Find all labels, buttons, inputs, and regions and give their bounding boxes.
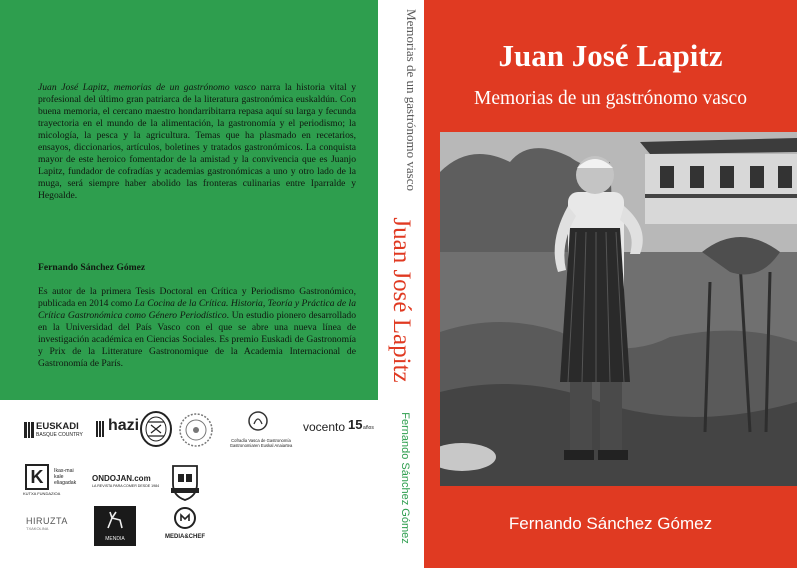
crest-icon [167, 462, 203, 502]
ondojan-logo [92, 474, 162, 488]
ondojan-text: ONDOJAN.com [92, 474, 151, 483]
media-chef-icon [173, 506, 197, 530]
blurb-book-title: Juan José Lapitz, memorias de un gastrónomo vasco [38, 82, 257, 93]
bio-thesis-title: La Cocina de la Crítica. Historia, Teoría y Práctica de la Crítica Gastronómica como Género Periodístico [38, 298, 356, 321]
cofradia-text: Cofradía Vasca de Gastronomía [231, 438, 291, 443]
mendia-text: MENDIA [105, 536, 125, 542]
spine-title: Juan José Lapitz [388, 217, 415, 383]
vocento-years: 15 [348, 417, 363, 432]
spine-subtitle: Memorias de un gastrónomo vasco [404, 9, 419, 191]
ikasbide-text: Ikas-mai kale eliagadak [54, 468, 77, 486]
vocento-text: vocento [303, 420, 346, 434]
euskadi-mark-icon [24, 422, 34, 438]
cover-photo [440, 132, 797, 486]
front-author: Fernando Sánchez Gómez [508, 514, 713, 533]
man-leg-right [600, 382, 622, 452]
back-blurb [38, 82, 356, 202]
bio-text-2: . Un estudio pionero desarrollado en la Universidad del País Vasco con el que se abre una nueva línea de investigación académica en Ciencias Sociales. Es premio Euskadi de Gastronomía y Prix de la Litterature Gastronomique de la Academia Internacional de Gastronomía de París. [38, 310, 356, 369]
kutxa-text: KUTXA FUNDAZIOA [23, 491, 61, 496]
front-subtitle: Memorias de un gastrónomo vasco [474, 88, 747, 109]
media-chef-text: MEDIA&CHEF [165, 534, 205, 540]
kutxa-letter: K [25, 464, 49, 490]
cofradia-seal-logo [178, 412, 214, 453]
back-author-heading: Fernando Sánchez Gómez [38, 262, 146, 273]
ikasbide-logo [54, 468, 84, 486]
front-title: Juan José Lapitz [498, 38, 723, 73]
cofradia-sub: Gastronomiaren Euskal Anaiartea [229, 443, 293, 448]
cofradia-seal-icon [178, 412, 214, 448]
vocento-anos: años [363, 425, 374, 431]
mendia-logo [94, 506, 136, 546]
hiruzta-sub: TXAKOLINA [26, 526, 49, 531]
academia-seal-icon [139, 410, 173, 448]
house-wall [645, 154, 797, 224]
hazi-text: hazi [108, 417, 140, 434]
hiruzta-text: HIRUZTA [26, 516, 68, 526]
euskadi-text: EUSKADI [36, 421, 79, 432]
cofradia-emblem-icon [248, 410, 268, 434]
bio-text-1: Es autor de la primera Tesis Doctoral en Crítica y Periodismo Gastronómico, publicada en 2014 como [38, 286, 356, 309]
blurb-text: narra la historia vital y profesional del último gran patriarca de la literatura gastronómica euskaldún. Con buena memoria, el cercano maestro hondarribitarra repasa aquí su larga y fecunda trayectoria en el mundo de la alimentación, la gastronomía y el periodismo; la micología, la pesca y la agricultura. Temas que ha plasmado en recetarios, ensayos, diccionarios, artículos, boletines y tratados gastronómicos. La conquista mayor de este heroico fomentador de la amistad y la convivencia que es Juanjo Lapitz, fundador de cofradías y academias gastronómicas a uno y otro lado de la muga, será siempre haber abolido las fronteras culinarias entre Iparralde y Hegoalde. [38, 82, 356, 201]
ondojan-sub: LA REVISTA PARA COMER DESDE 1984 [92, 484, 160, 488]
hiruzta-logo [26, 516, 76, 531]
academia-seal-logo [139, 410, 173, 453]
spine-author: Fernando Sánchez Gómez [399, 412, 411, 544]
euskadi-sub: BASQUE COUNTRY [36, 432, 83, 438]
crest-logo [167, 462, 203, 507]
man-leg-left [570, 382, 592, 452]
author-bio [38, 286, 356, 370]
mendia-deer-icon [94, 506, 136, 536]
hazi-mark-icon [96, 421, 108, 437]
kutxa-logo [23, 464, 61, 498]
